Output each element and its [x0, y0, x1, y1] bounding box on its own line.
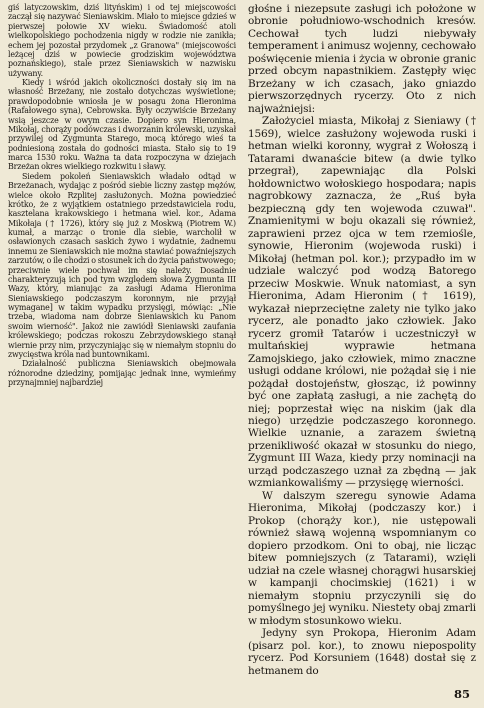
right-column — [248, 3, 476, 677]
text-columns — [8, 3, 476, 677]
paragraph: głośne i niezepsute zasługi ich położone w obronie południowo-wschodnich kresów. Cechował tych ludzi niebywały temperament i animusz wojenny, cechowało poświęcenie mienia i życia w obronie granic przed obcym napastnikiem. Zastępły więc Brzeżany w ich czasach, jako gniazdo pierwszorzędnych rycerzy. Oto z nich najważniejsi: — [248, 3, 476, 115]
paragraph: W dalszym szeregu synowie Adama Hieronima, Mikołaj (podczaszy kor.) i Prokop (chorąży kor.), nie ustępowali również sławą wojenną wspomnianym co dopiero przodkom. Oni to obaj, nie licząc bitew pomniejszych (z Tatarami), wzięli udział na czele własnej chorągwi husarskiej w kampanji chocimskiej (1621) i w niemałym stopniu przyczynili się do pomyślnego jej wyniku. Niestety obaj zmarli w młodym stosunkowo wieku. — [248, 489, 476, 627]
left-column — [8, 3, 236, 677]
paragraph: giś latyczowskim, dziś lityńskim) i od tej miejscowości zaczął się nazywać Sieniawskim. Miało to miejsce gdzieś w pierwszej połowie XV wieku. Świadomość atoli wielkopolskiego pochodzenia nigdy w rodzie nie zanikła; echem jej pozostał przydomek „z Granowa" (miejscowości leżącej dziś w powiecie grodziskim województwa poznańskiego), stale przez Sieniawskich w nazwisku używany. — [8, 3, 236, 78]
paragraph: Założyciel miasta, Mikołaj z Sieniawy († 1569), wielce zasłużony wojewoda ruski i hetman wielki koronny, wygrał z Wołoszą i Tatarami dwanaście bitew (a dwie tylko przegrał), zapewniając dla Polski hołdownictwo wołoskiego hospodara; napis nagrobkowy zaznacza, że „Ruś była bezpieczną gdy ten wojewoda czuwał". Znamienitymi w boju okazali się również, zaprawieni przez ojca w tem rzemiośle, synowie, Hieronim (wojewoda ruski) i Mikołaj (hetman pol. kor.); przypadło im w udziale walczyć pod wodzą Batorego przeciw Moskwie. Wnuk natomiast, a syn Hieronima, Adam Hieronim († 1619), wykazał nieprzeciętne zalety nie tylko jako rycerz, ale ponadto jako człowiek. Jako rycerz gromił Tatarów i uczestniczył w multańskiej wyprawie hetmana Zamojskiego, jako człowiek, mimo znaczne usługi oddane królowi, nie pożądał się i nie pożądał dostojeństw, głosząc, iż powinny być one zapłatą zasługi, a nie zachętą do niej; poprzestał więc na niskim (jak dla niego) urzędzie podczaszego koronnego. Wielkie uznanie, a zarazem świetną przenikliwość okazał w stosunku do niego, Zygmunt III Waza, kiedy przy nominacji na urząd podczaszego uznał za zbędną — jak wzmiankowaliśmy — przysięgę wierności. — [248, 115, 476, 490]
paragraph: Kiedy i wśród jakich okoliczności dostały się im na własność Brzeżany, nie zostało dotychczas wyświetlone; prawdopodobnie wniosła je w posagu żona Hieronima (Rafałowego syna), Cebrowska. Były oczywiście Brzeżany wsią jeszcze w owym czasie. Dopiero syn Hieronima, Mikołaj, chorąży podówczas i dworzanin królewski, uzyskał przywilej od Zygmunta Starego, mocą którego wieś ta podniesioną została do godności miasta. Stało się to 19 marca 1530 roku. Ważna ta data rozpoczyna w dziejach Brzeżan okres wielkiego rozkwitu i sławy. — [8, 78, 236, 172]
paragraph: Jedyny syn Prokopa, Hieronim Adam (pisarz pol. kor.), to znowu niepospolity rycerz. Pod Korsuniem (1648) dostał się z hetmanem do — [248, 627, 476, 677]
paragraph: Działalność publiczna Sieniawskich obejmowała różnorodne dziedziny, pomijając jednak inne, wymieńmy przynajmniej najbardziej — [8, 359, 236, 387]
paragraph: Siedem pokoleń Sieniawskich władało odtąd w Brzeżanach, wydając z pośród siebie liczny zastęp mężów, wielce około Rzplitej zasłużonych. Można powiedzieć krótko, że z wyjątkiem ostatniego przedstawiciela rodu, kasztelana krakowskiego i hetmana wiel. kor., Adama Mikołaja († 1726), który się już z Moskwą (Piotrem W.) kumał, a marząc o tronie dla siebie, warcholił w osławionych czasach saskich żywo i wydatnie, żadnemu innemu ze Sieniawskich nie można stawiać powaźniejszych zarzutów, o ile chodzi o stosunek ich do życia państwowego; przeciwnie wiele pochwał im się należy. Dosadnie charakteryzują ich pod tym względem słowa Zygmunta III Wazy, który, mianując za zasługi Adama Hieronima Sieniawskiego podczaszym koronnym, nie przyjął wymagane] w takim wypadku przysięgi, mówiąc: „Nie trzeba, wiadoma nam dobrze Sieniawskich ku Panom swoim wierność". Jakoż nie zawiódł Sieniawski zaufania królewskiego; podczas rokoszu Zebrzydowskiego stanął wiernie przy nim, przyczyniając się w niemałym stopniu do zwycięstwa króla nad buntownikami. — [8, 171, 236, 359]
page-number: 85 — [453, 687, 470, 701]
